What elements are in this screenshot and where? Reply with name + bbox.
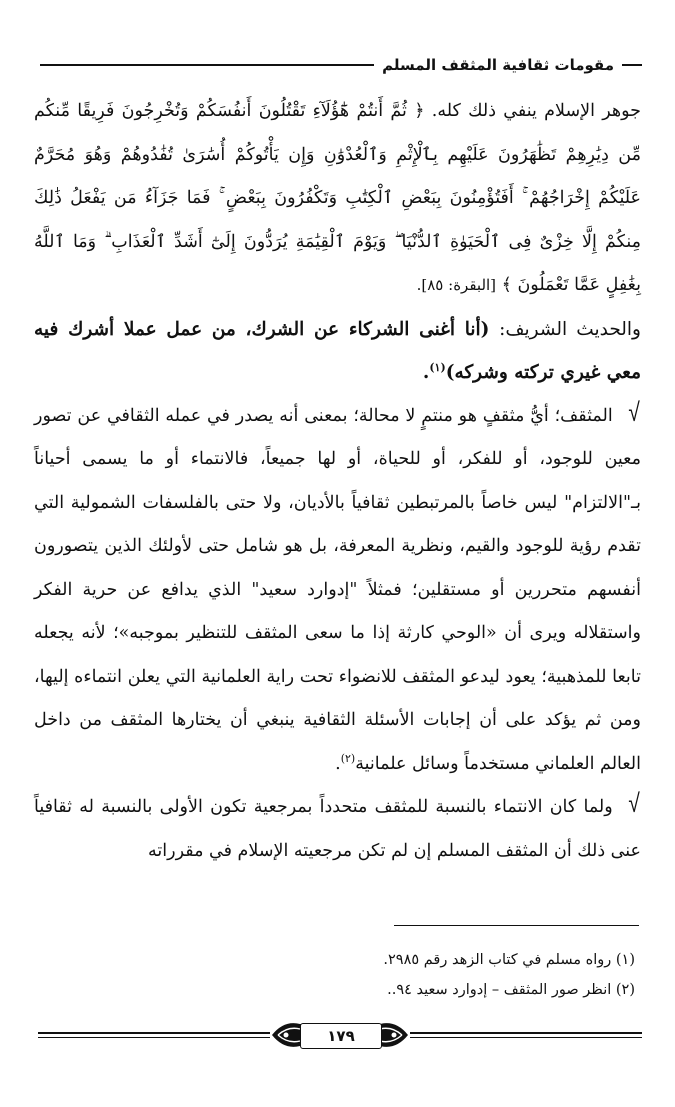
footnote-marker-1[interactable]: (١) [429, 360, 446, 374]
paragraph-text: ولما كان الانتماء بالنسبة للمثقف متحدداً بمرجعية تكون الأولى بالنسبة له ثقافياً عنى ذلك أن المثقف المسلم إن لم تكن مرجعيته الإسلام في مقرراته [34, 797, 641, 861]
paragraph-hadith: والحديث الشريف: (أنا أغنى الشركاء عن الشرك، من عمل عملا أشرك فيه معي غيري تركته وشركه)$^{(١)}$. [34, 318, 641, 383]
footnote-2: (٢) انظر صور المثقف – إدوارد سعيد ٩٤.. [387, 982, 635, 998]
paragraph-intro: جوهر الإسلام ينفي ذلك كله. [431, 101, 641, 121]
main-text [34, 90, 641, 873]
running-header-title: مقومات ثقافية المثقف المسلم [382, 56, 614, 74]
verse-reference: [البقرة: ٨٥]. [416, 276, 497, 294]
footnote-separator [394, 925, 639, 926]
footnotes [35, 945, 635, 1005]
page-number: ١٧٩ [300, 1023, 382, 1049]
check-mark-icon: √ [628, 397, 640, 428]
header-dash [622, 64, 642, 66]
check-mark-icon: √ [628, 789, 640, 819]
quran-verse: ﴿ ثُمَّ أَنتُمْ هَٰٓؤُلَآءِ تَقْتُلُونَ أَنفُسَكُمْ وَتُخْرِجُونَ فَرِيقًا مِّنكُم مِّن دِيَٰرِهِمْ تَظَٰهَرُونَ عَلَيْهِم بِٱلْإِثْمِ وَٱلْعُدْوَٰنِ وَإِن يَأْتُوكُمْ أُسَٰرَىٰ تُفَٰدُوهُمْ وَهُوَ مُحَرَّمٌ عَلَيْكُمْ إِخْرَاجُهُمْ ۚ أَفَتُؤْمِنُونَ بِبَعْضِ ٱلْكِتَٰبِ وَتَكْفُرُونَ بِبَعْضٍ ۚ فَمَا جَزَآءُ مَن يَفْعَلُ ذَٰلِكَ مِنكُمْ إِلَّا خِزْىٌ فِى ٱلْحَيَوٰةِ ٱلدُّنْيَا ۖ وَيَوْمَ ٱلْقِيَٰمَةِ يُرَدُّونَ إِلَىٰٓ أَشَدِّ ٱلْعَذَابِ ۗ وَمَا ٱللَّهُ بِغَٰفِلٍ عَمَّا تَعْمَلُونَ ﴾ [34, 101, 641, 295]
footer-rule-left [38, 1032, 270, 1034]
hadith-intro: والحديث الشريف: [499, 318, 641, 340]
footer-rule-right [410, 1032, 642, 1034]
footer-rule-right-thin [410, 1037, 642, 1038]
header-rule [40, 64, 374, 66]
running-header [40, 50, 642, 80]
paragraph-quran [34, 90, 641, 308]
footer-rule-left-thin [38, 1037, 270, 1038]
hadith-text: (أنا أغنى الشركاء عن الشرك، من عمل عملا أشرك فيه معي غيري تركته وشركه) [34, 318, 641, 383]
footnote-1: (١) رواه مسلم في كتاب الزهد رقم ٢٩٨٥. [383, 952, 635, 968]
page-footer [38, 1010, 642, 1050]
paragraph-text: المثقف؛ أيُّ مثقفٍ هو منتمٍ لا محالة؛ بمعنى أنه يصدر في عمله الثقافي عن تصور معين للوجود، أو للفكر، أو للحياة، أو لها جميعاً، فالانتماء أو ما يسمى أحياناً بـ"الالتزام" ليس خاصاً بالمرتبطين ثقافياً بالأديان، ولا حتى بالفلسفات الشمولية التي تقدم رؤية للوجود والقيم، ونظرية المعرفة، بل هو شامل حتى لأولئك الذين يتصورون أنفسهم متحررين أو مستقلين؛ فمثلاً "إدوارد سعيد" الذي يدافع عن حرية الفكر واستقلاله ويرى أن «الوحي كارثة إذا ما سعى المثقف للتنظير بموجبه»؛ لأنه يجعله تابعا للمذهبية؛ يعود ليدعو المثقف للانضواء تحت راية العلمانية التي يعلن انتماءه إليها، ومن ثم يؤكد على أن إجابات الأسئلة الثقافية ينبغي أن يختارها المثقف من داخل العالم العلماني مستخدماً وسائل علمانية [34, 405, 641, 774]
paragraph-belonging [34, 786, 641, 873]
footnote-marker-2[interactable]: (٢) [340, 751, 356, 765]
paragraph-intellectual: √المثقف؛ أيُّ مثقفٍ هو منتمٍ لا محالة؛ بمعنى أنه يصدر في عمله الثقافي عن تصور معين للوجود، أو للفكر، أو للحياة، أو لها جميعاً، فالانتماء أو ما يسمى أحياناً بـ"الالتزام" ليس خاصاً بالمرتبطين ثقافياً بالأديان، ولا حتى بالفلسفات الشمولية التي تقدم رؤية للوجود والقيم، ونظرية المعرفة، بل هو شامل حتى لأولئك الذين يتصورون أنفسهم متحررين أو مستقلين؛ فمثلاً "إدوارد سعيد" الذي يدافع عن حرية الفكر واستقلاله ويرى أن «الوحي كارثة إذا ما سعى المثقف للتنظير بموجبه»؛ لأنه يجعله تابعا للمذهبية؛ يعود ليدعو المثقف للانضواء تحت راية العلمانية التي يعلن انتماءه إليها، ومن ثم يؤكد على أن إجابات الأسئلة الثقافية ينبغي أن يختارها المثقف من داخل العالم العلماني مستخدماً وسائل علمانية$^{(٢)}$. [34, 397, 641, 774]
